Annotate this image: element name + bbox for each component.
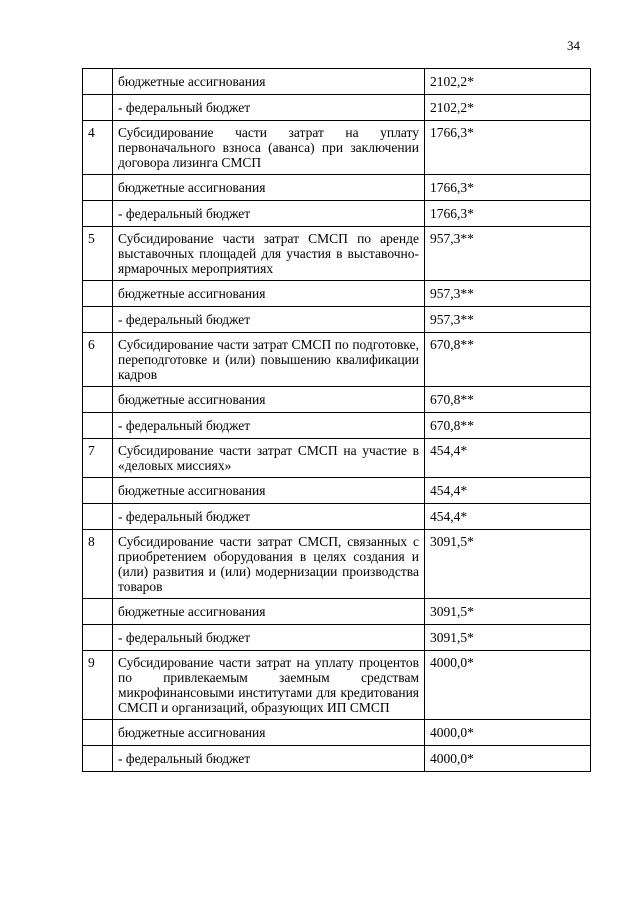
description-cell: Субсидирование части затрат СМСП по подготовке, переподготовке и (или) повышению квалификации кадров [113, 333, 425, 387]
amount-cell: 957,3** [425, 227, 591, 281]
amount-cell: 1766,3* [425, 175, 591, 201]
table-row [83, 69, 591, 95]
row-number-cell: 5 [83, 227, 113, 281]
description-cell: Субсидирование части затрат СМСП по аренде выставочных площадей для участия в выставочно-ярмарочных мероприятиях [113, 227, 425, 281]
row-number-cell [83, 478, 113, 504]
description-cell: бюджетные ассигнования [113, 387, 425, 413]
row-number-cell [83, 95, 113, 121]
table-row [83, 530, 591, 599]
page-number: 34 [567, 38, 580, 53]
description-cell: - федеральный бюджет [113, 625, 425, 651]
amount-cell: 454,4* [425, 478, 591, 504]
description-cell: бюджетные ассигнования [113, 720, 425, 746]
table-row [83, 599, 591, 625]
table-row [83, 413, 591, 439]
amount-cell: 4000,0* [425, 651, 591, 720]
row-number-cell [83, 387, 113, 413]
table-row [83, 720, 591, 746]
row-number-cell [83, 281, 113, 307]
amount-cell: 2102,2* [425, 95, 591, 121]
table-row [83, 281, 591, 307]
amount-cell: 3091,5* [425, 530, 591, 599]
amount-cell: 1766,3* [425, 201, 591, 227]
table-row [83, 625, 591, 651]
amount-cell: 454,4* [425, 504, 591, 530]
table-row [83, 121, 591, 175]
amount-cell: 670,8** [425, 387, 591, 413]
row-number-cell: 4 [83, 121, 113, 175]
table-row [83, 504, 591, 530]
description-cell: - федеральный бюджет [113, 746, 425, 772]
description-cell: бюджетные ассигнования [113, 69, 425, 95]
description-cell: Субсидирование части затрат на уплату первоначального взноса (аванса) при заключении договора лизинга СМСП [113, 121, 425, 175]
description-cell: - федеральный бюджет [113, 504, 425, 530]
description-cell: - федеральный бюджет [113, 95, 425, 121]
description-cell: бюджетные ассигнования [113, 478, 425, 504]
description-cell: бюджетные ассигнования [113, 175, 425, 201]
table-row [83, 439, 591, 478]
row-number-cell [83, 625, 113, 651]
description-cell: - федеральный бюджет [113, 201, 425, 227]
row-number-cell [83, 413, 113, 439]
description-cell: Субсидирование части затрат СМСП на участие в «деловых миссиях» [113, 439, 425, 478]
row-number-cell: 8 [83, 530, 113, 599]
table-row [83, 95, 591, 121]
row-number-cell: 9 [83, 651, 113, 720]
budget-table-body [83, 69, 591, 772]
amount-cell: 957,3** [425, 281, 591, 307]
description-cell: Субсидирование части затрат на уплату процентов по привлекаемым заемным средствам микрофинансовыми институтами для кредитования СМСП и организаций, образующих ИП СМСП [113, 651, 425, 720]
amount-cell: 454,4* [425, 439, 591, 478]
table-row [83, 333, 591, 387]
amount-cell: 3091,5* [425, 599, 591, 625]
table-row [83, 478, 591, 504]
table-row [83, 746, 591, 772]
amount-cell: 957,3** [425, 307, 591, 333]
row-number-cell [83, 201, 113, 227]
amount-cell: 2102,2* [425, 69, 591, 95]
row-number-cell: 6 [83, 333, 113, 387]
row-number-cell [83, 599, 113, 625]
amount-cell: 670,8** [425, 413, 591, 439]
budget-table [82, 68, 591, 772]
amount-cell: 1766,3* [425, 121, 591, 175]
description-cell: Субсидирование части затрат СМСП, связанных с приобретением оборудования в целях создания и (или) развития и (или) модернизации производства товаров [113, 530, 425, 599]
description-cell: - федеральный бюджет [113, 307, 425, 333]
description-cell: бюджетные ассигнования [113, 281, 425, 307]
row-number-cell [83, 720, 113, 746]
description-cell: бюджетные ассигнования [113, 599, 425, 625]
table-row [83, 387, 591, 413]
table-row [83, 307, 591, 333]
description-cell: - федеральный бюджет [113, 413, 425, 439]
table-row [83, 227, 591, 281]
table-row [83, 651, 591, 720]
amount-cell: 4000,0* [425, 720, 591, 746]
row-number-cell [83, 175, 113, 201]
table-row [83, 175, 591, 201]
row-number-cell [83, 307, 113, 333]
row-number-cell: 7 [83, 439, 113, 478]
amount-cell: 670,8** [425, 333, 591, 387]
table-row [83, 201, 591, 227]
row-number-cell [83, 746, 113, 772]
row-number-cell [83, 69, 113, 95]
amount-cell: 3091,5* [425, 625, 591, 651]
row-number-cell [83, 504, 113, 530]
amount-cell: 4000,0* [425, 746, 591, 772]
